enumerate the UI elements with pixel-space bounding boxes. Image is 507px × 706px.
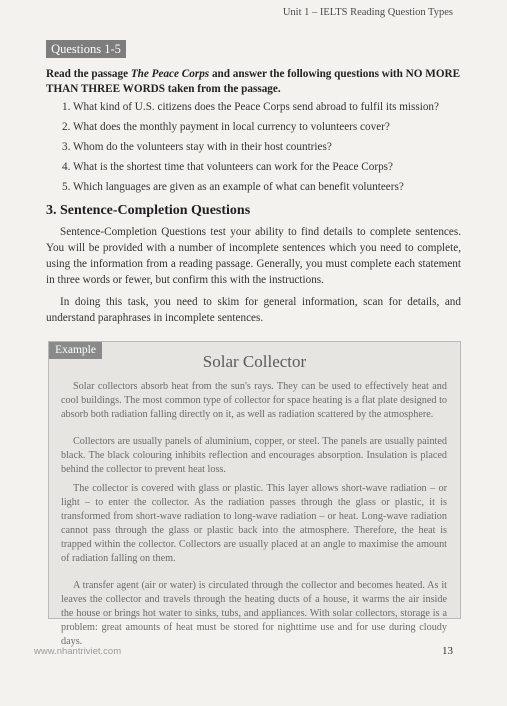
example-paragraph: The collector is covered with glass or plastic. This layer allows short-wave radiation – or light – to enter the collector. As the radiation passes through the glass or plastic, it is transformed from short-wave radiation to long-wave radiation – or heat. Long-wave radiation cannot pass through the glass or plastic back into the atmosphere. Therefore, the heat is trapped within the collector. Collectors are usually placed at an angle to maximise the amount of radiation falling on them. (61, 483, 447, 564)
question-list (62, 100, 482, 200)
page-number: 13 (442, 645, 453, 657)
question-item: 5. Which languages are given as an example of what can benefit volunteers? (62, 181, 404, 193)
example-paragraph: A transfer agent (air or water) is circulated through the collector and becomes heated. As it leaves the collector and travels through the heating ducts of a house, it warms the air inside the house or brings hot water to sinks, tubs, and appliances. With solar collectors, storage is a problem: great amounts of heat must be stored for nighttime use and for use during cloudy days. (61, 580, 447, 647)
instruction-after: and answer the following questions with NO MORE THAN THREE WORDS taken from the passage. (46, 68, 461, 95)
section-heading: 3. Sentence-Completion Questions (46, 203, 251, 218)
question-item: 4. What is the shortest time that volunteers can work for the Peace Corps? (62, 161, 393, 173)
example-title: Solar Collector (202, 352, 307, 371)
example-box (48, 341, 461, 647)
passage-title: The Peace Corps (130, 68, 210, 80)
question-item: 2. What does the monthly payment in local currency to volunteers cover? (62, 121, 390, 133)
question-item: 1. What kind of U.S. citizens does the Peace Corps send abroad to fulfil its mission? (62, 101, 439, 113)
footer-website: www.nhantriviet.com (34, 646, 122, 657)
questions-tag: Questions 1-5 (46, 40, 126, 58)
running-header: Unit 1 – IELTS Reading Question Types (282, 7, 453, 18)
instruction-text (46, 67, 461, 97)
body-paragraph: In doing this task, you need to skim for general information, scan for details, and understand paraphrases in incomplete sentences. (46, 296, 461, 324)
body-paragraph: Sentence-Completion Questions test your ability to find details to complete sentences. You will be provided with a number of incomplete sentences which you need to complete, using the information from a reading passage. Generally, you must complete each statement in three words or fewer, but confirm this with the instructions. (46, 226, 461, 286)
example-tag: Example (49, 342, 102, 359)
example-paragraph: Solar collectors absorb heat from the sun's rays. They can be used to effectively heat and cool buildings. The most common type of collector for space heating is a flat plate designed to absorb both radiation falling directly on it, as well as radiation scattered by the atmosphere. (61, 381, 447, 420)
instruction-before: Read the passage (46, 68, 131, 80)
question-item: 3. Whom do the volunteers stay with in their host countries? (62, 141, 332, 153)
example-paragraph: Collectors are usually panels of aluminium, copper, or steel. The panels are usually painted black. The black colouring inhibits reflection and encourages absorption. Insulation is placed behind the collector to prevent heat loss. (61, 436, 447, 475)
